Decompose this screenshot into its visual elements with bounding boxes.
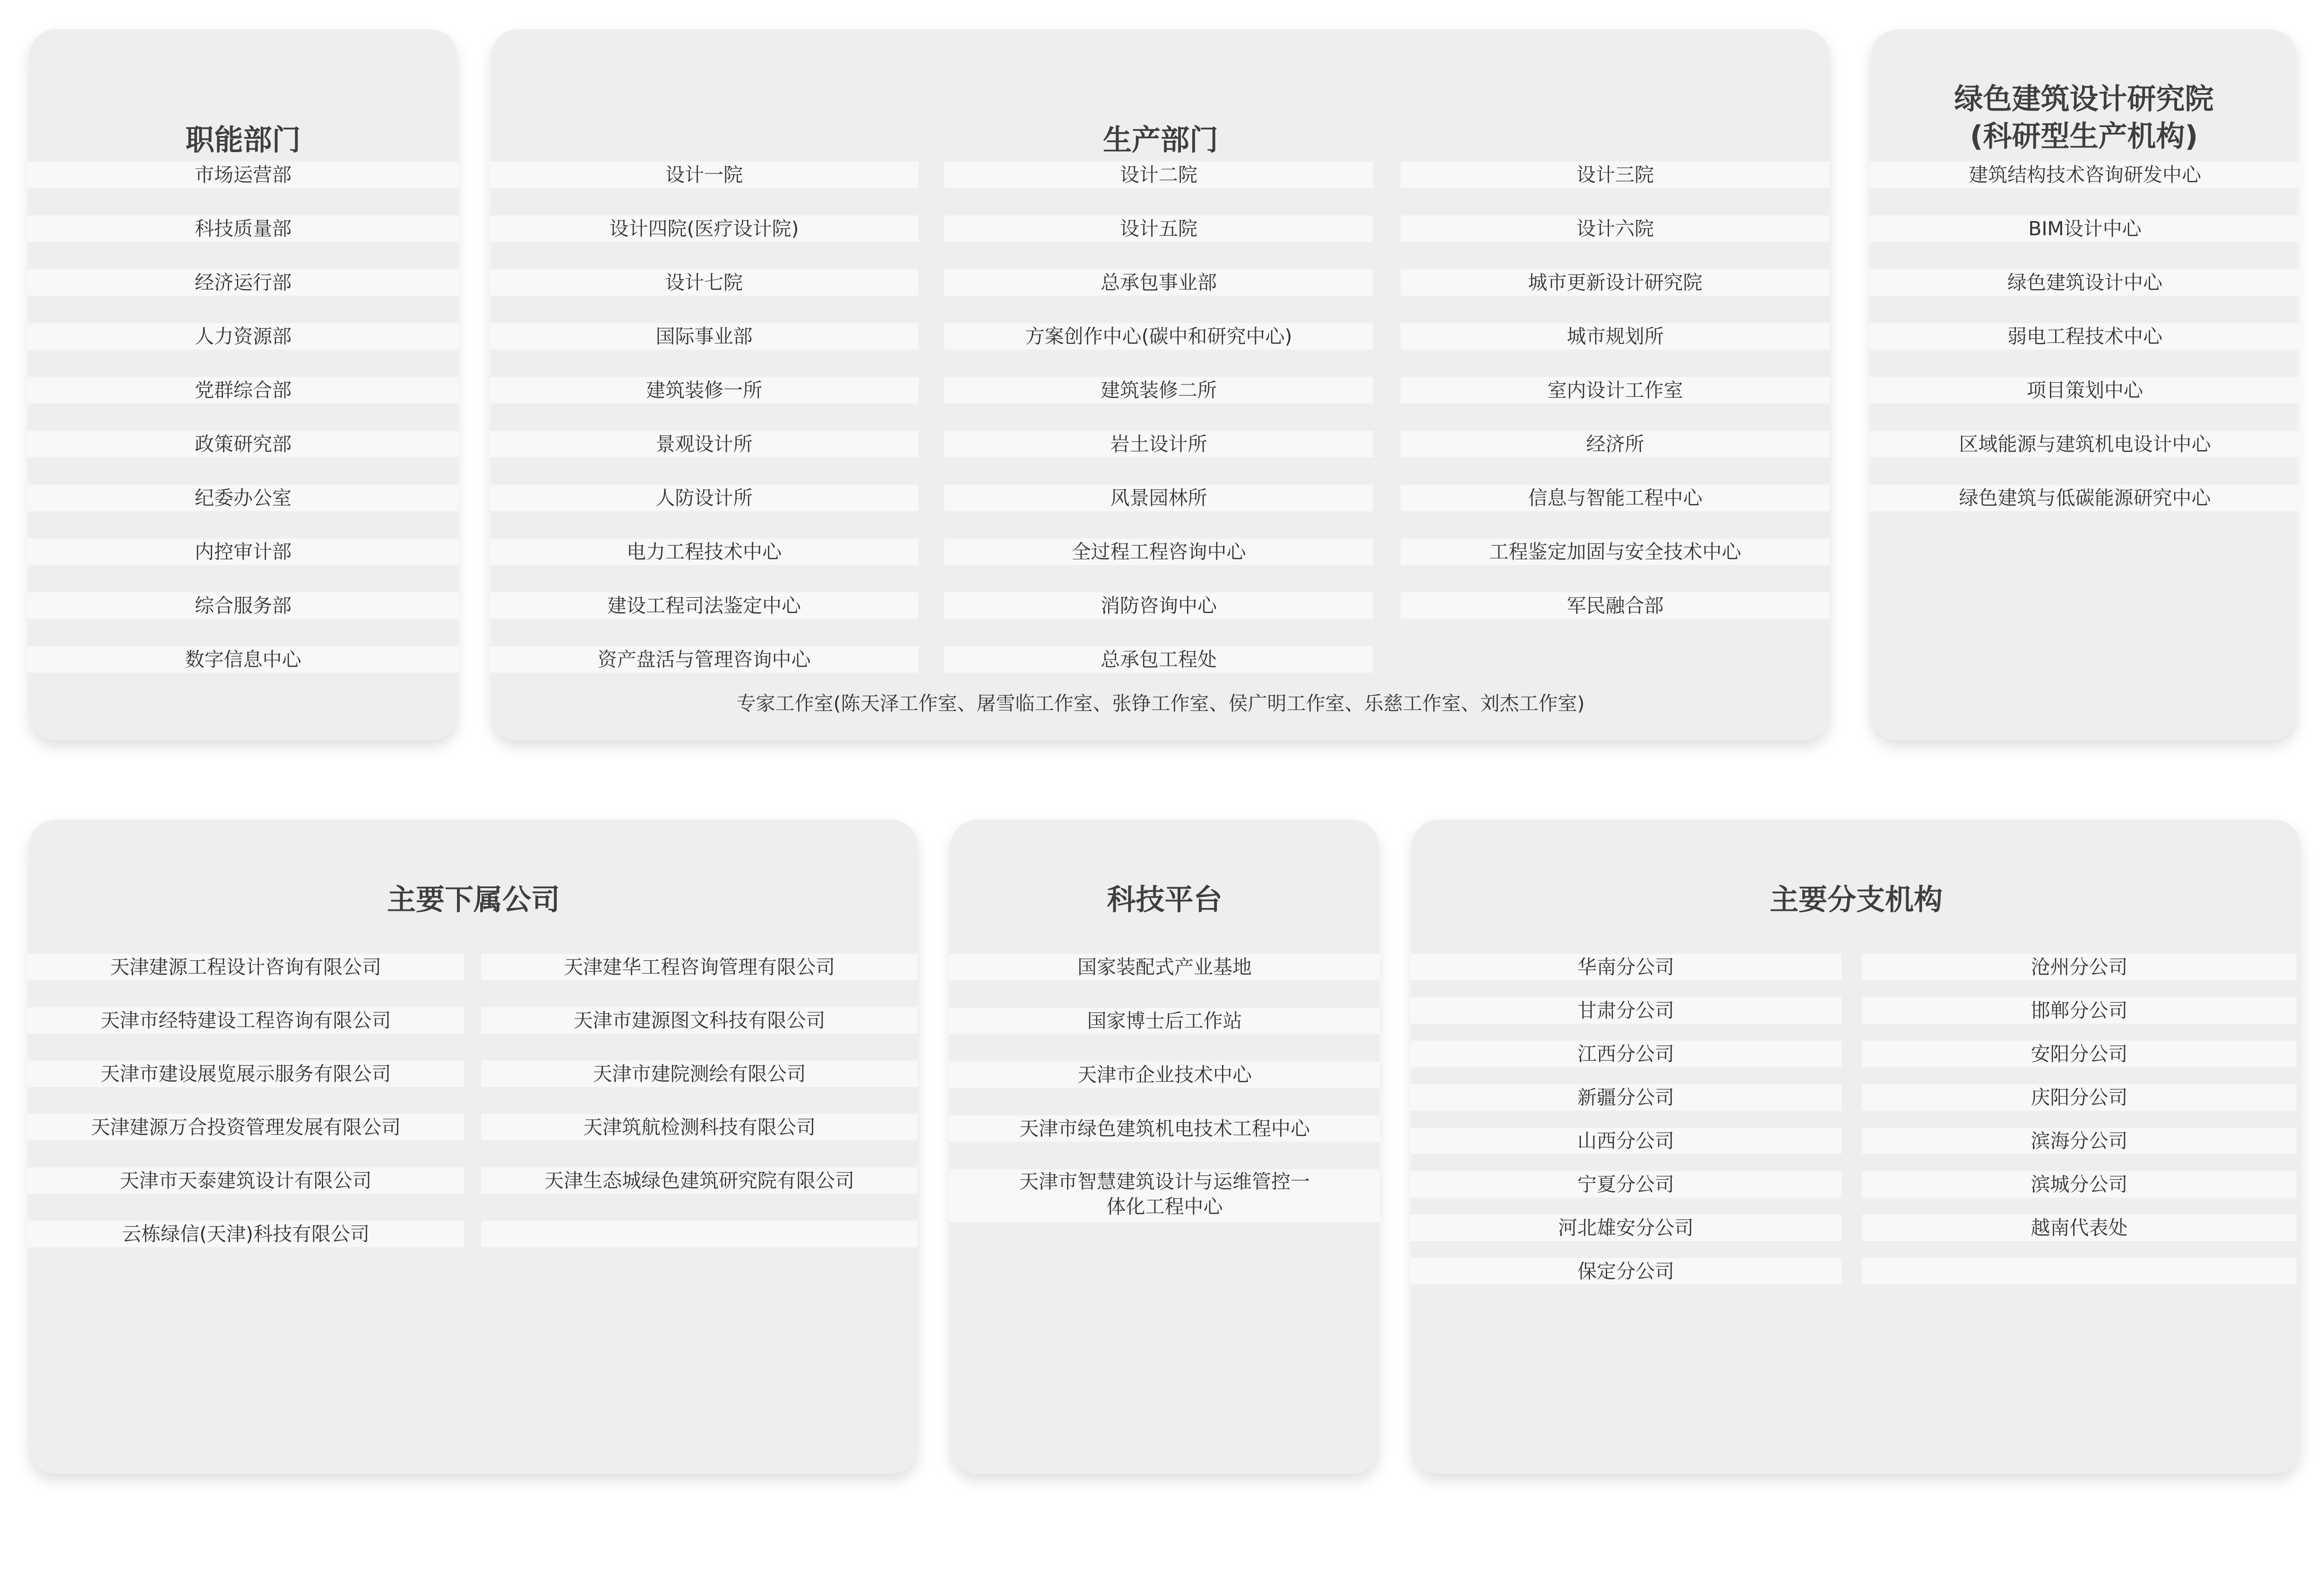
production-department-item: 设计二院 — [944, 162, 1373, 188]
branch-office-item: 保定分公司 — [1410, 1258, 1842, 1285]
functional-department-item: 综合服务部 — [27, 592, 459, 619]
production-department-item: 工程鉴定加固与安全技术中心 — [1401, 539, 1830, 565]
tech-platform-item: 天津市企业技术中心 — [949, 1062, 1380, 1088]
production-departments-title: 生产部门 — [1102, 123, 1218, 157]
production-department-item: 岩土设计所 — [944, 431, 1373, 457]
tech-platform-item: 国家装配式产业基地 — [949, 954, 1380, 980]
production-department-item: 建筑装修一所 — [490, 377, 919, 403]
production-department-item: 设计四院(医疗设计院) — [490, 215, 919, 242]
functional-department-item: 市场运营部 — [27, 162, 459, 188]
subsidiaries-column-2 — [481, 820, 918, 1474]
subsidiaries-title: 主要下属公司 — [387, 883, 560, 916]
production-department-item: 城市更新设计研究院 — [1401, 269, 1830, 296]
branch-office-item: 新疆分公司 — [1410, 1084, 1842, 1111]
branch-office-item: 河北雄安分公司 — [1410, 1215, 1842, 1241]
tech-platform-item-line1: 天津市智慧建筑设计与运维管控一 — [1019, 1170, 1310, 1193]
production-department-item: 设计三院 — [1401, 162, 1830, 188]
production-column-2 — [944, 29, 1373, 740]
subsidiary-company-item: 天津市建设展览展示服务有限公司 — [27, 1061, 464, 1087]
green-institute-center-item: 建筑结构技术咨询研发中心 — [1869, 162, 2300, 188]
functional-department-item: 人力资源部 — [27, 323, 459, 350]
production-column-3 — [1401, 29, 1830, 740]
subsidiaries-card — [29, 820, 918, 1474]
production-department-item: 室内设计工作室 — [1401, 377, 1830, 403]
production-department-item: 方案创作中心(碳中和研究中心) — [944, 323, 1373, 350]
production-department-item: 城市规划所 — [1401, 323, 1830, 350]
branch-office-item: 滨海分公司 — [1862, 1128, 2297, 1154]
production-departments-card — [491, 29, 1830, 740]
subsidiary-company-item — [481, 1221, 918, 1247]
branches-card — [1412, 820, 2300, 1474]
production-department-item: 资产盘活与管理咨询中心 — [490, 646, 919, 673]
production-department-item: 设计七院 — [490, 269, 919, 296]
green-building-institute-card — [1871, 29, 2297, 740]
branch-office-item: 江西分公司 — [1410, 1041, 1842, 1067]
production-column-1 — [490, 29, 919, 740]
green-institute-center-item: 绿色建筑与低碳能源研究中心 — [1869, 485, 2300, 511]
green-institute-center-item: 项目策划中心 — [1869, 377, 2300, 403]
subsidiary-company-item: 天津市天泰建筑设计有限公司 — [27, 1167, 464, 1194]
production-department-item: 风景园林所 — [944, 485, 1373, 511]
subsidiary-company-item: 天津建源工程设计咨询有限公司 — [27, 954, 464, 980]
branch-office-item: 甘肃分公司 — [1410, 997, 1842, 1024]
subsidiary-company-item: 天津建华工程咨询管理有限公司 — [481, 954, 918, 980]
branch-office-item: 沧州分公司 — [1862, 954, 2297, 980]
subsidiary-company-item: 天津生态城绿色建筑研究院有限公司 — [481, 1167, 918, 1194]
green-building-institute-title-line2: (科研型生产机构) — [1970, 120, 2198, 153]
tech-platforms-list — [949, 820, 1380, 1474]
production-department-item: 景观设计所 — [490, 431, 919, 457]
subsidiaries-column-1 — [27, 820, 464, 1474]
tech-platform-item — [949, 1169, 1380, 1222]
branch-office-item: 安阳分公司 — [1862, 1041, 2297, 1067]
subsidiary-company-item: 天津市建院测绘有限公司 — [481, 1061, 918, 1087]
green-institute-center-item: 区域能源与建筑机电设计中心 — [1869, 431, 2300, 457]
production-department-item: 设计六院 — [1401, 215, 1830, 242]
branch-office-item: 越南代表处 — [1862, 1215, 2297, 1241]
production-department-item: 军民融合部 — [1401, 592, 1830, 619]
functional-department-item: 经济运行部 — [27, 269, 459, 296]
expert-studios-note: 专家工作室(陈天泽工作室、屠雪临工作室、张铮工作室、侯广明工作室、乐慈工作室、刘杰工作室) — [736, 692, 1585, 715]
production-department-item: 设计一院 — [490, 162, 919, 188]
green-institute-center-item: 绿色建筑设计中心 — [1869, 269, 2300, 296]
functional-departments-title: 职能部门 — [185, 123, 301, 157]
subsidiary-company-item: 天津市建源图文科技有限公司 — [481, 1007, 918, 1034]
branches-column-2 — [1862, 820, 2297, 1474]
production-department-item: 建设工程司法鉴定中心 — [490, 592, 919, 619]
branches-title: 主要分支机构 — [1769, 883, 1943, 916]
branch-office-item: 邯郸分公司 — [1862, 997, 2297, 1024]
functional-department-item: 科技质量部 — [27, 215, 459, 242]
production-department-item: 消防咨询中心 — [944, 592, 1373, 619]
production-department-item: 总承包事业部 — [944, 269, 1373, 296]
production-department-item: 经济所 — [1401, 431, 1830, 457]
functional-department-item: 内控审计部 — [27, 539, 459, 565]
subsidiary-company-item: 天津筑航检测科技有限公司 — [481, 1114, 918, 1140]
subsidiary-company-item: 天津建源万合投资管理发展有限公司 — [27, 1114, 464, 1140]
functional-department-item: 党群综合部 — [27, 377, 459, 403]
functional-department-item: 纪委办公室 — [27, 485, 459, 511]
branch-office-item: 宁夏分公司 — [1410, 1171, 1842, 1198]
production-department-item: 电力工程技术中心 — [490, 539, 919, 565]
branch-office-item: 华南分公司 — [1410, 954, 1842, 980]
production-department-item: 信息与智能工程中心 — [1401, 485, 1830, 511]
functional-department-item: 数字信息中心 — [27, 646, 459, 673]
production-department-item: 人防设计所 — [490, 485, 919, 511]
branch-office-item: 庆阳分公司 — [1862, 1084, 2297, 1111]
subsidiary-company-item: 天津市经特建设工程咨询有限公司 — [27, 1007, 464, 1034]
tech-platform-item: 国家博士后工作站 — [949, 1008, 1380, 1034]
subsidiary-company-item: 云栋绿信(天津)科技有限公司 — [27, 1221, 464, 1247]
branch-office-item — [1862, 1258, 2297, 1285]
green-institute-center-item: BIM设计中心 — [1869, 215, 2300, 242]
green-building-institute-title-line1: 绿色建筑设计研究院 — [1954, 82, 2214, 116]
tech-platforms-title: 科技平台 — [1107, 883, 1222, 916]
tech-platforms-card — [951, 820, 1378, 1474]
green-institute-center-item: 弱电工程技术中心 — [1869, 323, 2300, 350]
tech-platform-item-line2: 体化工程中心 — [1106, 1195, 1223, 1218]
branch-office-item: 山西分公司 — [1410, 1128, 1842, 1154]
tech-platform-item: 天津市绿色建筑机电技术工程中心 — [949, 1115, 1380, 1142]
production-department-item: 总承包工程处 — [944, 646, 1373, 673]
production-department-item: 国际事业部 — [490, 323, 919, 350]
functional-department-item: 政策研究部 — [27, 431, 459, 457]
production-department-item: 设计五院 — [944, 215, 1373, 242]
production-department-item: 全过程工程咨询中心 — [944, 539, 1373, 565]
branches-column-1 — [1410, 820, 1842, 1474]
production-department-item: 建筑装修二所 — [944, 377, 1373, 403]
functional-departments-list — [27, 29, 459, 740]
green-building-institute-list — [1869, 29, 2300, 740]
functional-departments-card — [29, 29, 457, 740]
branch-office-item: 滨城分公司 — [1862, 1171, 2297, 1198]
